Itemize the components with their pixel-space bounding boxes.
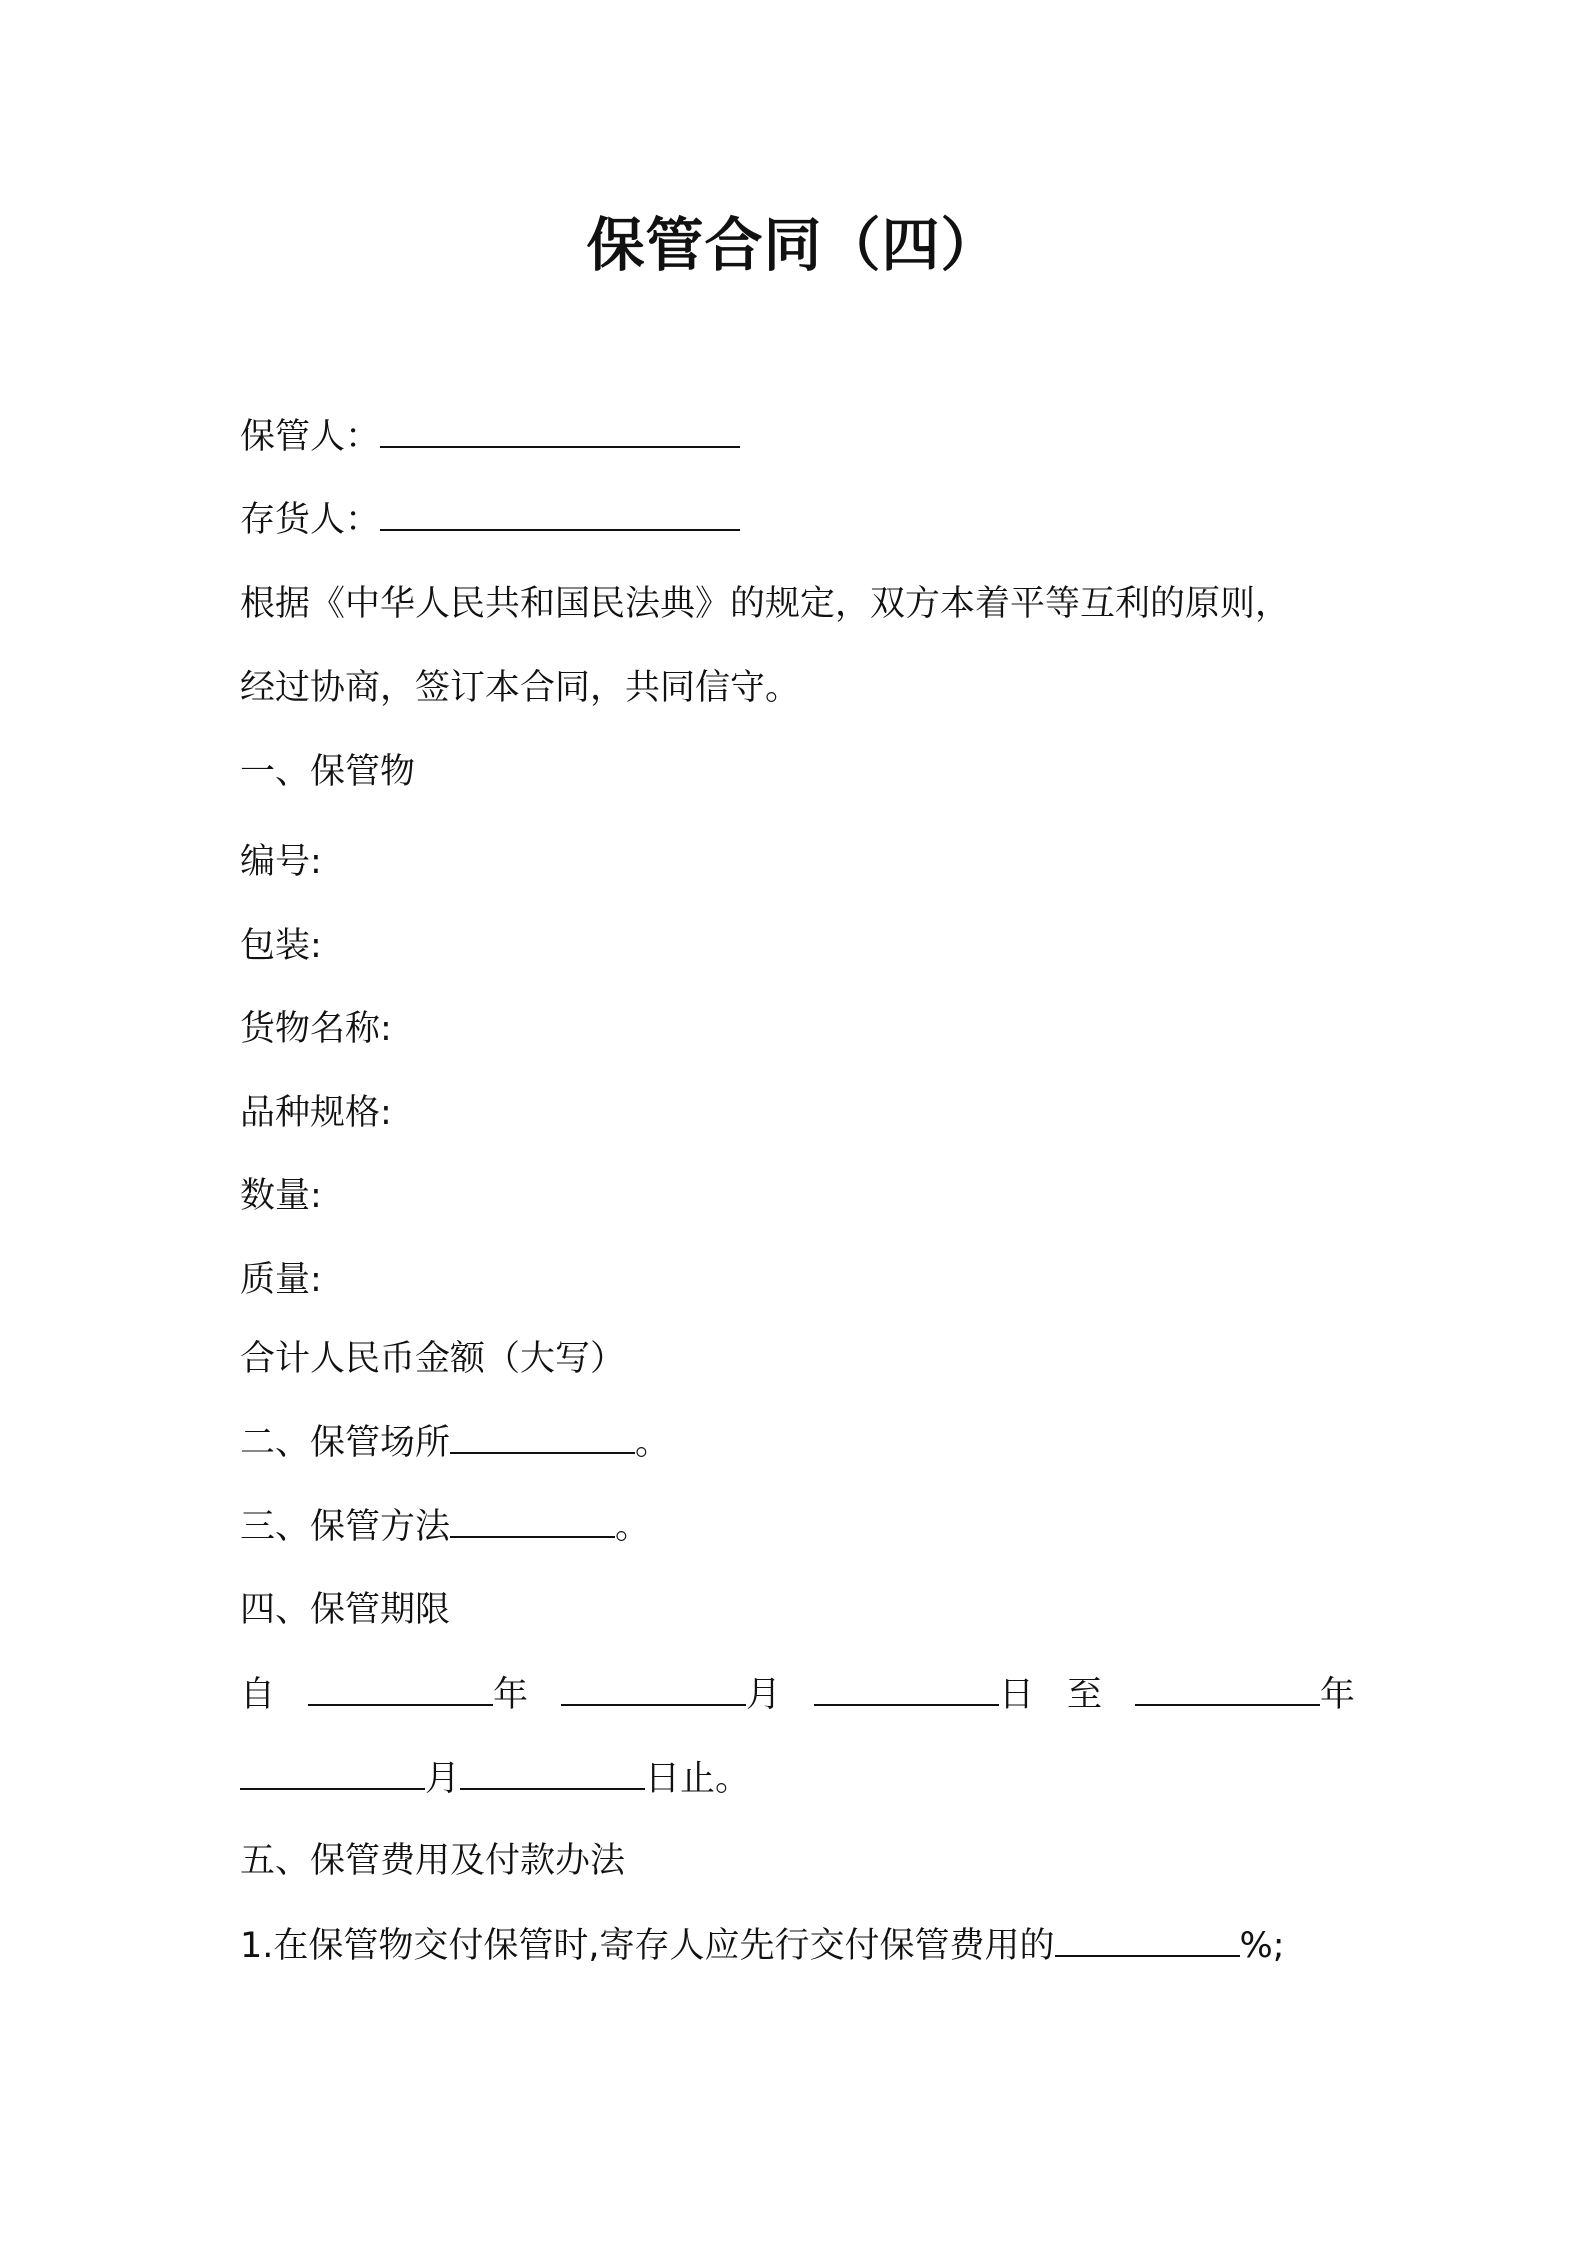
start-year-blank[interactable] bbox=[308, 1670, 493, 1706]
section4-heading: 四、保管期限 bbox=[240, 1590, 451, 1630]
storage-method-blank[interactable] bbox=[450, 1502, 615, 1538]
depositor-line bbox=[240, 495, 740, 544]
period-day-group bbox=[814, 1670, 1034, 1719]
period-line-2 bbox=[240, 1754, 750, 1803]
field-packaging: 包装: bbox=[240, 926, 322, 966]
field-goods-name: 货物名称: bbox=[240, 1009, 392, 1049]
section2-end: 。 bbox=[635, 1423, 671, 1463]
field-quantity: 数量: bbox=[240, 1176, 322, 1216]
depositor-label: 存货人： bbox=[240, 500, 381, 540]
advance-percent-blank[interactable] bbox=[1055, 1921, 1240, 1957]
period-end: 日止。 bbox=[645, 1759, 751, 1799]
preamble-line-1: 根据《中华人民共和国民法典》的规定，双方本着平等互利的原则， bbox=[240, 584, 1291, 624]
storage-place-blank[interactable] bbox=[450, 1418, 635, 1454]
end-month-blank[interactable] bbox=[240, 1754, 425, 1790]
period-day: 日 bbox=[998, 1675, 1034, 1715]
page-title: 保管合同（四） bbox=[586, 211, 1000, 279]
period-year2: 年 bbox=[1319, 1675, 1355, 1715]
field-spec: 品种规格: bbox=[240, 1093, 392, 1133]
period-month: 月 bbox=[745, 1675, 781, 1715]
start-day-blank[interactable] bbox=[814, 1670, 999, 1706]
section3-heading: 三、保管方法 bbox=[240, 1507, 451, 1547]
field-quality: 质量: bbox=[240, 1260, 322, 1300]
field-number: 编号: bbox=[240, 842, 322, 882]
end-year-blank[interactable] bbox=[1135, 1670, 1320, 1706]
period-to: 至 bbox=[1066, 1675, 1102, 1715]
preamble-line-2: 经过协商，签订本合同，共同信守。 bbox=[240, 668, 801, 708]
clause1-line bbox=[240, 1921, 1285, 1970]
period-from: 自 bbox=[240, 1675, 276, 1715]
section2-line bbox=[240, 1418, 670, 1467]
period-year2-group bbox=[1135, 1670, 1355, 1719]
period-month-group bbox=[561, 1670, 781, 1719]
field-total-amount: 合计人民币金额（大写） bbox=[240, 1339, 626, 1379]
period-line-1 bbox=[240, 1670, 1355, 1719]
keeper-blank[interactable] bbox=[380, 412, 740, 448]
depositor-blank[interactable] bbox=[380, 495, 740, 531]
period-year-group bbox=[308, 1670, 528, 1719]
section5-heading: 五、保管费用及付款办法 bbox=[240, 1841, 626, 1881]
section3-end: 。 bbox=[615, 1507, 651, 1547]
keeper-line bbox=[240, 412, 740, 461]
start-month-blank[interactable] bbox=[561, 1670, 746, 1706]
period-month2: 月 bbox=[425, 1759, 461, 1799]
period-year: 年 bbox=[492, 1675, 528, 1715]
end-day-blank[interactable] bbox=[460, 1754, 645, 1790]
clause1-end: %; bbox=[1239, 1926, 1285, 1966]
section3-line bbox=[240, 1502, 650, 1551]
section1-heading: 一、保管物 bbox=[240, 752, 416, 792]
section2-heading: 二、保管场所 bbox=[240, 1423, 451, 1463]
keeper-label: 保管人： bbox=[240, 417, 381, 457]
clause1-text: 1.在保管物交付保管时,寄存人应先行交付保管费用的 bbox=[240, 1926, 1055, 1966]
